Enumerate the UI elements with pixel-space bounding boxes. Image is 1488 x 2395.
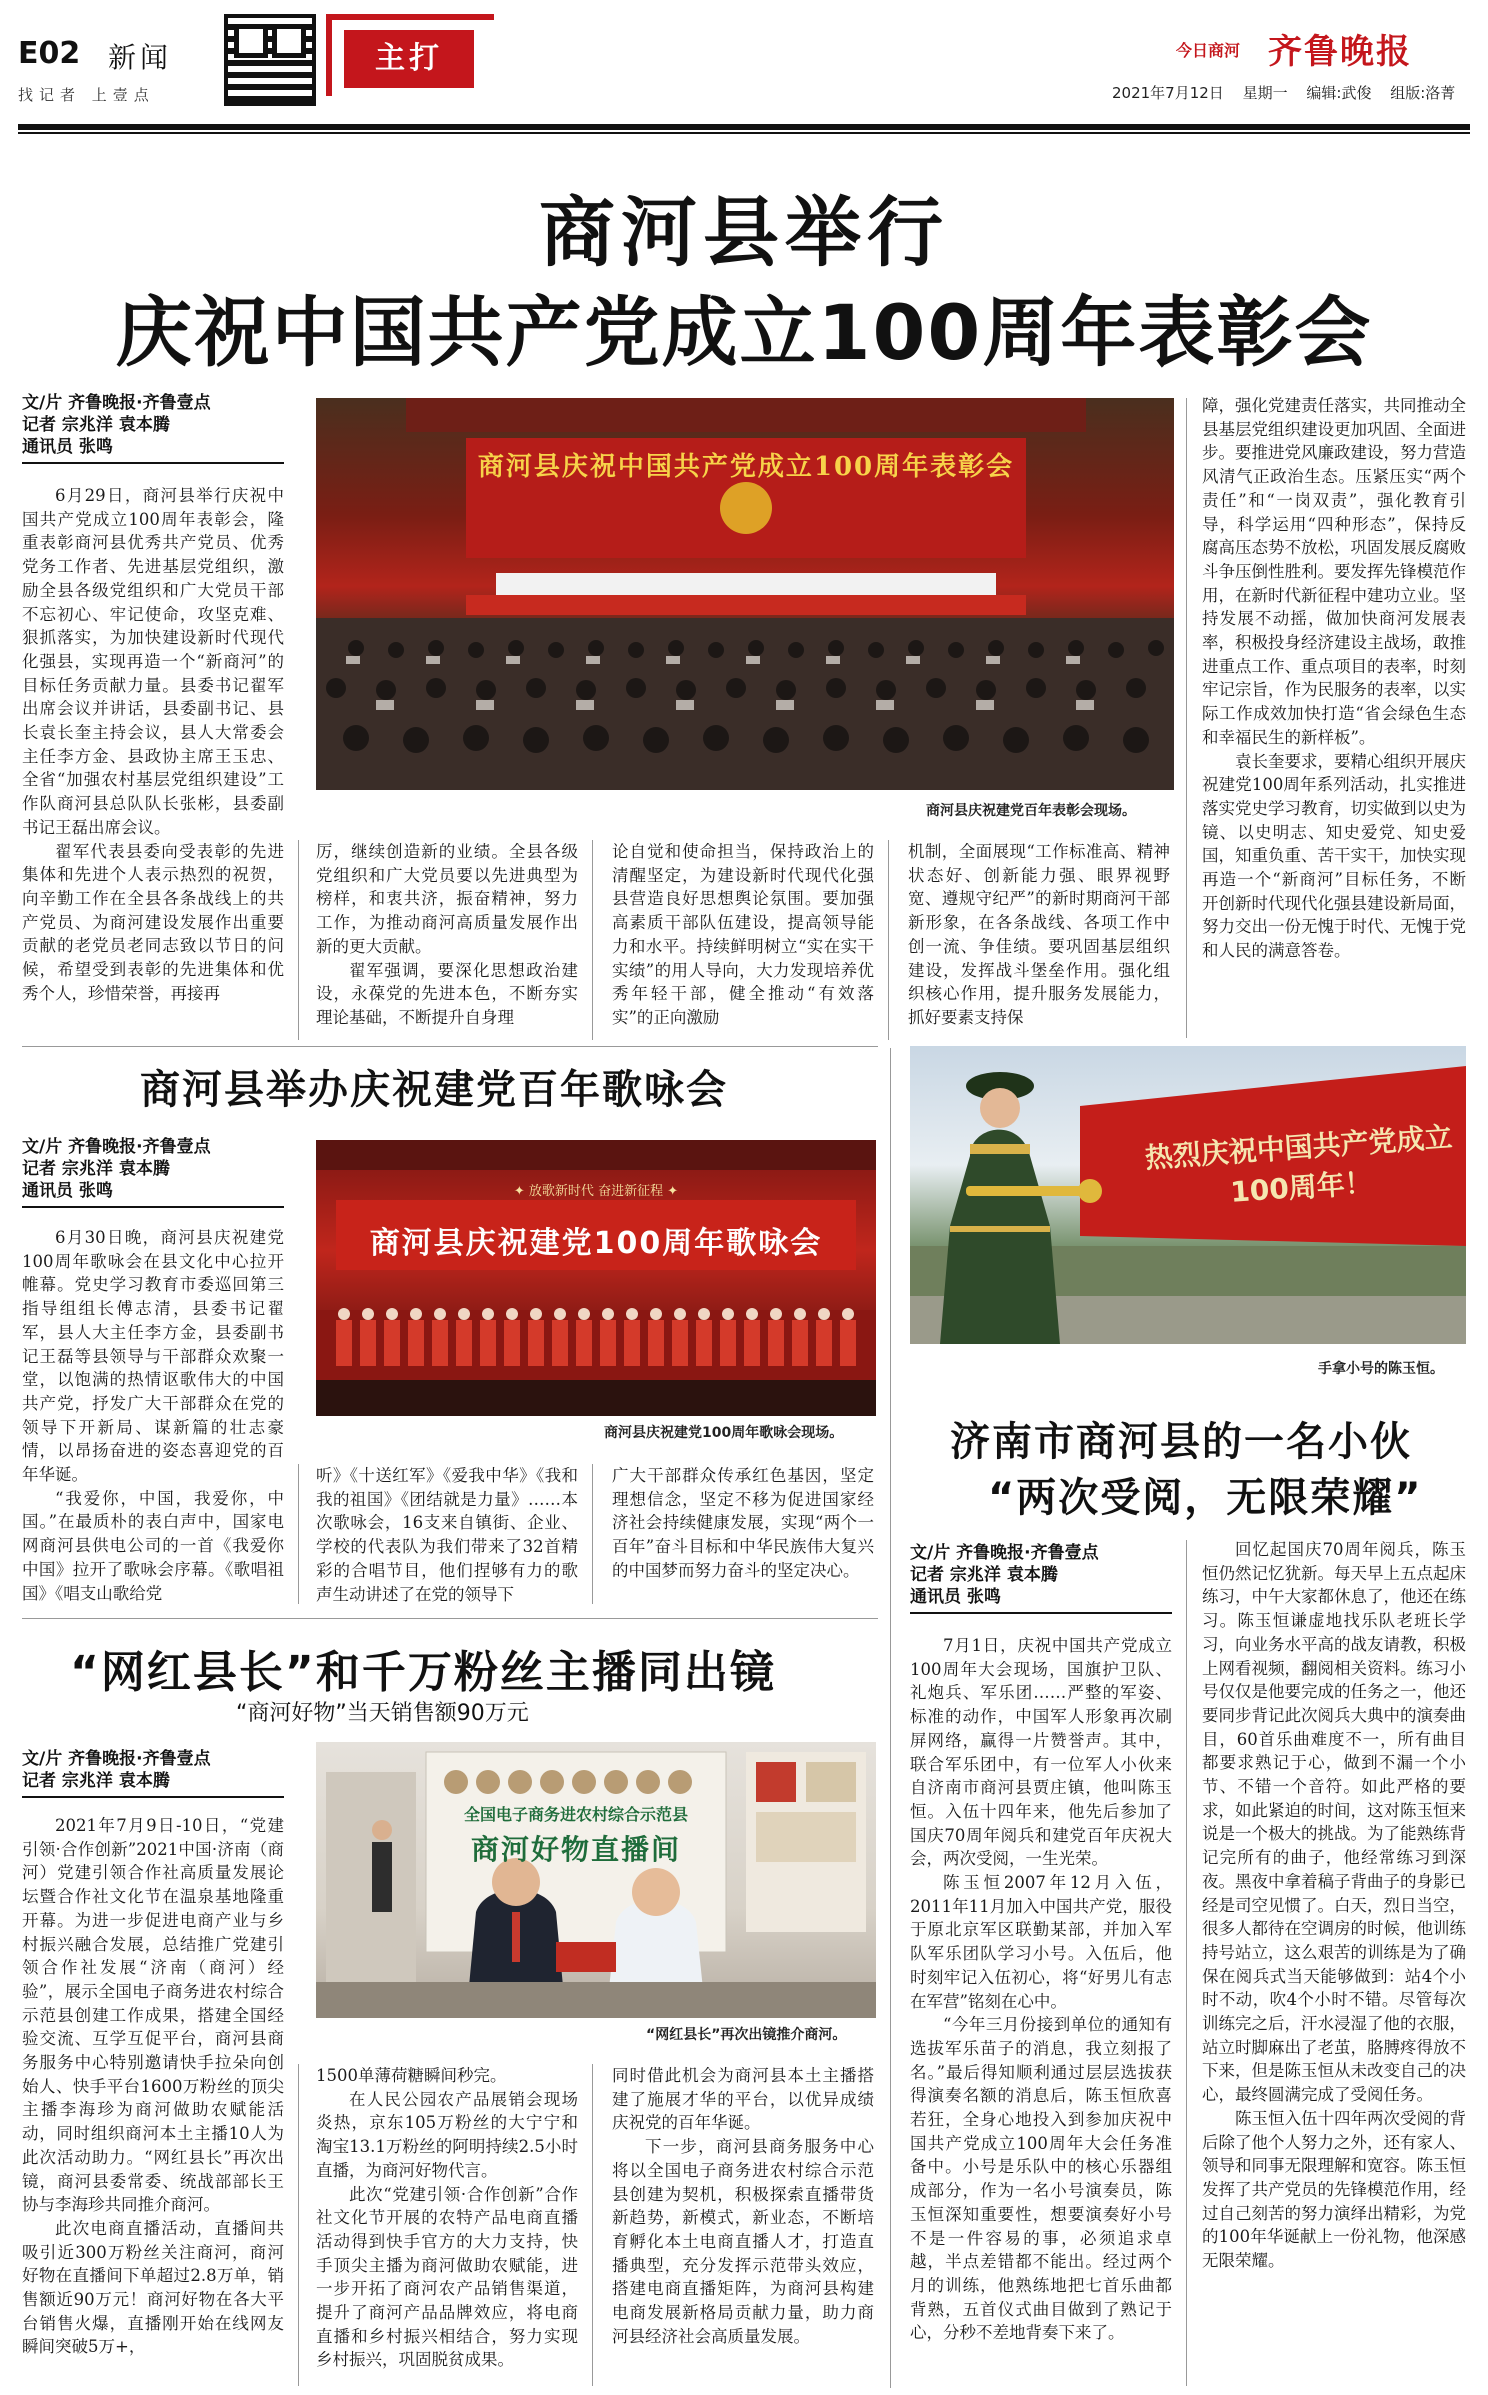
brand-logo: 齐鲁晚报 — [1268, 32, 1412, 72]
paragraph: 袁长奎要求，要精心组织开展庆祝建党100周年系列活动，扎实推进落实党史学习教育，切实做到以史为镜、以史明志、知史爱党、知史爱国，知重负重、苦干实干，加快实现再造一个“新商河”目标任务，不断开创新时代现代化强县建设新局面，努力交出一份无愧于时代、无愧于党和人民的满意答卷。 — [1202, 751, 1466, 961]
article1-byline — [22, 392, 211, 458]
byline-line: 通讯员 张鸣 — [910, 1587, 1001, 1607]
column-rule — [888, 840, 889, 1040]
paragraph: 6月29日，商河县举行庆祝中国共产党成立100周年表彰会，隆重表彰商河县优秀共产党员、优秀党务工作者、先进基层党组织，激励全县各级党组织和广大党员干部不忘初心、牢记使命，攻坚克难、狠抓落实，为加快建设新时代现代化强县，实现再造一个“新商河”的目标任务贡献力量。县委书记翟军出席会议并讲话，县委副书记、县长袁长奎主持会议，县人大常委会主任李方金、县政协主席王玉忠、全省“加强农村基层党组织建设”工作队商河县总队队长张彬，县委副书记王磊出席会议。 — [22, 486, 284, 837]
paragraph: 7月1日，庆祝中国共产党成立100周年大会现场，国旗护卫队、礼炮兵、军乐团……严整的军姿、标准的动作，中国军人形象再次刷屏网络，赢得一片赞誉声。其中，联合军乐团中，有一位军人小伙来自济南市商河县贾庄镇，他叫陈玉恒。入伍十四年来，他先后参加了国庆70周年阅兵和建党百年庆祝大会，两次受阅，一生光荣。 — [910, 1636, 1172, 1869]
article4-byline — [910, 1542, 1099, 1608]
column-rule — [298, 840, 299, 1040]
headline-line2: 庆祝中国共产党成立100周年表彰会 — [115, 288, 1373, 377]
paragraph: 翟军强调，要深化思想政治建设，永葆党的先进本色，不断夯实理论基础，不断提升自身理 — [316, 960, 578, 1027]
concert-photo — [316, 1140, 876, 1416]
article1-column-3 — [612, 840, 874, 1040]
paragraph: 1500单薄荷糖瞬间秒完。 — [316, 2066, 507, 2085]
article3-title: “网红县长”和千万粉丝主播同出镜 — [70, 1647, 776, 1698]
paragraph: 陈玉恒2007年12月入伍，2011年11月加入中国共产党，服役于原北京军区联勤某部，并加入军队军乐团队学习小号。入伍后，他时刻牢记入伍初心，将“好男儿有志在军营”铭刻在心中。 — [910, 1873, 1172, 2011]
paragraph: 陈玉恒入伍十四年两次受阅的背后除了他个人努力之外，还有家人、领导和同事无限理解和宽容。陈玉恒发挥了共产党员的先锋模范作用，经过自己刻苦的努力演绎出精彩，为党的100年华诞献上一份礼物，他深感无限荣耀。 — [1202, 2108, 1466, 2271]
article2-column-2 — [316, 1464, 578, 1606]
issue-weekday: 星期一 — [1242, 84, 1288, 102]
paragraph: “今年三月份接到单位的通知有选拔军乐苗子的消息，我立刻报了名。”最后得知顺利通过层层选拔获得演奏名额的消息后，陈玉恒欣喜若狂，全身心地投入到参加庆祝中国共产党成立100周年大会任务准备中。小号是乐队中的核心乐器组成部分，作为一名小号演奏员，陈玉恒深知重要性，想要演奏好小号不是一件容易的事，必须追求卓越，半点差错都不能出。经过两个月的训练，他熟练地把七首乐曲都背熟，五首仪式曲目做到了熟记于心，分秒不差地背奏下来了。 — [910, 2015, 1172, 2343]
byline-line: 记者 宗兆洋 袁本腾 — [910, 1565, 1058, 1585]
red-banner: 热烈庆祝中国共产党成立100周年！ — [1143, 1120, 1454, 1209]
paragraph: 6月30日晚，商河县庆祝建党100周年歌咏会在县文化中心拉开帷幕。党史学习教育市委巡回第三指导组组长傅志清，县委书记翟军，县人大主任李方金，县委副书记王磊等县领导与干部群众欢聚一堂，以饱满的热情讴歌伟大的中国共产党，抒发广大干部群众在党的领导下开新局、谋新篇的壮志豪情，以昂扬奋进的姿态喜迎党的百年华诞。 — [22, 1228, 284, 1485]
byline-line: 记者 宗兆洋 袁本腾 — [22, 1771, 170, 1791]
paragraph: 障，强化党建责任落实，共同推动全县基层党组织建设更加巩固、全面进步。要推进党风廉政建设，努力营造风清气正政治生态。压紧压实“两个责任”和“一岗双责”，强化教育引导，科学运用“四种形态”，保持反腐高压态势不放松，巩固发展反腐败斗争压倒性胜利。要发挥先锋模范作用，在新时代新征程中建功立业。坚持发展不动摇，做加快商河发展表率，积极投身经济建设主战场，敢推进重点工作、重点项目的表率，时刻牢记宗旨，作为民服务的表率，以实际工作成效加快打造“省会绿色生态和幸福民生的新样板”。 — [1202, 396, 1466, 747]
column-rule — [1186, 398, 1187, 1038]
paragraph: 在人民公园农产品展销会现场炎热，京东105万粉丝的大宁宁和淘宝13.1万粉丝的阿明持续2.5小时直播，为商河好物代言。 — [316, 2089, 578, 2180]
article1-column-5 — [1202, 394, 1466, 1034]
stage-banner: 商河县庆祝建党100周年歌咏会 — [369, 1226, 823, 1261]
article1-column-2 — [316, 840, 578, 1040]
byline-line: 文/片 齐鲁晚报·齐鲁壹点 — [22, 1749, 211, 1769]
photo-caption: 商河县庆祝建党100周年歌咏会现场。 — [604, 1425, 844, 1441]
brand-tagline: 今日商河 — [1176, 41, 1241, 60]
qr-code-icon[interactable] — [224, 14, 316, 106]
article4-column-1 — [910, 1634, 1172, 2386]
header-rule — [18, 124, 1470, 130]
byline-line: 记者 宗兆洋 袁本腾 — [22, 415, 170, 435]
byline-line: 文/片 齐鲁晚报·齐鲁壹点 — [910, 1543, 1099, 1563]
designer: 组版:洛菁 — [1390, 84, 1456, 102]
byline-line: 文/片 齐鲁晚报·齐鲁壹点 — [22, 393, 211, 413]
trumpeter-photo — [910, 1046, 1466, 1344]
paragraph: 同时借此机会为商河县本土主播搭建了施展才华的平台，以优异成绩庆祝党的百年华诞。 — [612, 2066, 874, 2133]
stage-slogan: ✦ 放歌新时代 奋进新征程 ✦ — [513, 1184, 679, 1199]
stage-banner: 商河县庆祝中国共产党成立100周年表彰会 — [477, 452, 1015, 482]
ceremony-photo — [316, 398, 1174, 790]
livestream-scene — [316, 1742, 876, 2018]
paragraph: “我爱你，中国，我爱你，中国。”在最质朴的表白声中，国家电网商河县供电公司的一首《我爱你中国》拉开了歌咏会序幕。《歌唱祖国》《唱支山歌给党 — [22, 1488, 284, 1603]
headline-line1: 商河县举行 — [539, 188, 949, 277]
column-rule — [298, 1464, 299, 1604]
board-title: 商河好物直播间 — [470, 1833, 681, 1866]
paragraph: 翟军代表县委向受表彰的先进集体和先进个人表示热烈的祝贺，向辛勤工作在全县各条战线上的共产党员、为商河建设发展作出重要贡献的老党员老同志致以节日的问候，希望受到表彰的先进集体和优秀个人，珍惜荣誉，再接再 — [22, 841, 284, 1003]
byline-rule — [22, 1206, 284, 1208]
article2-column-3 — [612, 1464, 874, 1606]
paragraph: 广大干部群众传承红色基因，坚定理想信念，坚定不移为促进国家经济社会持续健康发展，实现“两个一百年”奋斗目标和中华民族伟大复兴的中国梦而努力奋斗的坚定决心。 — [612, 1466, 874, 1580]
paragraph: 听》《十送红军》《爱我中华》《我和我的祖国》《团结就是力量》……本次歌咏会，16支来自镇街、企业、学校的代表队为我们带来了32首精彩的合唱节目，他们捏够有力的歌声生动讲述了在党的领导下 — [316, 1466, 578, 1604]
article4-title-line1: 济南市商河县的一名小伙 — [950, 1419, 1412, 1465]
section-rule — [22, 1046, 878, 1047]
paragraph: 厉，继续创造新的业绩。全县各级党组织和广大党员要以先进典型为榜样，和衷共济，振奋精神，努力工作，为推动商河高质量发展作出新的更大贡献。 — [316, 842, 578, 956]
column-rule — [1186, 1540, 1187, 2386]
article1-column-4 — [908, 840, 1170, 1040]
article1-column-1 — [22, 484, 284, 1040]
section-badge: 主打 — [344, 30, 474, 88]
issue-meta — [1112, 82, 1469, 103]
byline-line: 文/片 齐鲁晚报·齐鲁壹点 — [22, 1137, 211, 1157]
article4-column-2 — [1202, 1538, 1466, 2386]
paragraph: 2021年7月9日-10日，“党建引领·合作创新”2021中国·济南（商河）党建引领合作社高质量发展论坛暨合作社文化节在温泉基地隆重开幕。为进一步促进电商产业与乡村振兴融合发展，总结推广党建引领合作社发展“济南（商河）经验”，展示全国电子商务进农村综合示范县创建工作成果，搭建全国经验交流、互学互促平台，商河县商务服务中心特别邀请快手拉朵向创始人、快手平台1600万粉丝的顶尖主播李海珍为商河做助农赋能活动，同时组织商河本土主播10人为此次活动助力。“网红县长”再次出镜，商河县委常委、统战部部长王协与李海珍共同推介商河。 — [22, 1816, 284, 2215]
article3-column-2 — [316, 2064, 578, 2388]
column-rule — [592, 1464, 593, 1604]
column-rule — [592, 840, 593, 1040]
byline-rule — [22, 462, 284, 464]
article2-byline — [22, 1136, 211, 1202]
paragraph: 下一步，商河县商务服务中心将以全国电子商务进农村综合示范县创建为契机，积极探索直播带货新趋势，新模式，新业态，不断培育孵化本土电商直播人才，打造直播典型，充分发挥示范带头效应，搭建电商直播矩阵，为商河县构建电商发展新格局贡献力量，助力商河县经济社会高质量发展。 — [612, 2137, 874, 2346]
sub-slogan: 找记者 上壹点 — [18, 86, 155, 104]
column-rule — [298, 2064, 299, 2386]
article4-title-line2: “两次受阅，无限荣耀” — [988, 1475, 1423, 1521]
section-name: 新闻 — [108, 41, 173, 74]
section-rule — [22, 1618, 878, 1619]
byline-rule — [910, 1612, 1172, 1614]
paragraph: 此次电商直播活动，直播间共吸引近300万粉丝关注商河，商河好物在直播间下单超过2.8万单，销售额近90万元！商河好物在各大平台销售火爆，直播刚开始在线网友瞬间突破5万+， — [22, 2218, 284, 2357]
editor: 编辑:武俊 — [1306, 84, 1372, 102]
article3-byline — [22, 1748, 211, 1792]
paragraph: 机制，全面展现“工作标准高、精神状态好、创新能力强、眼界视野宽、遵规守纪严”的新时期商河干部新形象，在各条战线、各项工作中创一流、争佳绩。要巩固基层组织建设，发挥战斗堡垒作用。强化组织核心作用，提升服务发展能力，抓好要素支持保 — [908, 842, 1170, 1027]
board-heading: 全国电子商务进农村综合示范县 — [463, 1805, 688, 1824]
column-rule — [592, 2064, 593, 2386]
article3-column-3 — [612, 2064, 874, 2388]
column-rule — [890, 1048, 891, 2388]
livestream-photo — [316, 1742, 876, 2018]
article2-title: 商河县举办庆祝建党百年歌咏会 — [140, 1067, 728, 1113]
article2-column-1 — [22, 1226, 284, 1606]
article3-column-1 — [22, 1814, 284, 2388]
photo-caption: “网红县长”再次出镜推介商河。 — [646, 2027, 847, 2043]
header-rule-thin — [18, 132, 1470, 134]
photo-caption: 手拿小号的陈玉恒。 — [1318, 1361, 1444, 1377]
photo-caption: 商河县庆祝建党百年表彰会现场。 — [926, 803, 1136, 819]
byline-line: 记者 宗兆洋 袁本腾 — [22, 1159, 170, 1179]
issue-date: 2021年7月12日 — [1112, 84, 1224, 102]
paragraph: 论自觉和使命担当，保持政治上的清醒坚定，为建设新时代现代化强县营造良好思想舆论氛围。要加强高素质干部队伍建设，提高领导能力和水平。持续鲜明树立“实在实干实绩”的用人导向，大力发现培养优秀年轻干部，健全推动“有效落实”的正向激励 — [612, 842, 874, 1027]
byline-rule — [22, 1796, 284, 1798]
byline-line: 通讯员 张鸣 — [22, 437, 113, 457]
page-code: E02 — [18, 36, 81, 71]
paragraph: 此次“党建引领·合作创新”合作社文化节开展的农特产品电商直播活动得到快手官方的大力支持，快手顶尖主播为商河做助农赋能，进一步开拓了商河农产品销售渠道，提升了商河产品品牌效应，将电商直播和乡村振兴相结合，努力实现乡村振兴，巩固脱贫成果。 — [316, 2184, 578, 2370]
byline-line: 通讯员 张鸣 — [22, 1181, 113, 1201]
article3-subtitle: “商河好物”当天销售额90万元 — [236, 1701, 529, 1726]
paragraph: 回忆起国庆70周年阅兵，陈玉恒仍然记忆犹新。每天早上五点起床练习，中午大家都休息了，他还在练习。陈玉恒谦虚地找乐队老班长学习，向业务水平高的战友请教，积极上网看视频，翻阅相关资料。练习小号仅仅是他要完成的任务之一，他还要同步背记此次阅兵大典中的演奏曲目，60首乐曲难度不一，所有曲目都要求熟记于心，做到不漏一个小节、不错一个音符。如此严格的要求，如此紧迫的时间，这对陈玉恒来说是一个极大的挑战。为了能熟练背记完所有的曲子，他经常练习到深夜。黑夜中拿着稿子背曲子的身影已经是司空见惯了。白天，烈日当空，很多人都待在空调房的时候，他训练持号站立，这么艰苦的训练是为了确保在阅兵式当天能够做到：站4个小时不动，吹4个小时不错。尽管每次训练完之后，汗水浸湿了他的衣服，站立时脚麻出了老茧，胳膊疼得放不下来，但是陈玉恒从未改变自己的决心，最终圆满完成了受阅任务。 — [1202, 1540, 1466, 2105]
